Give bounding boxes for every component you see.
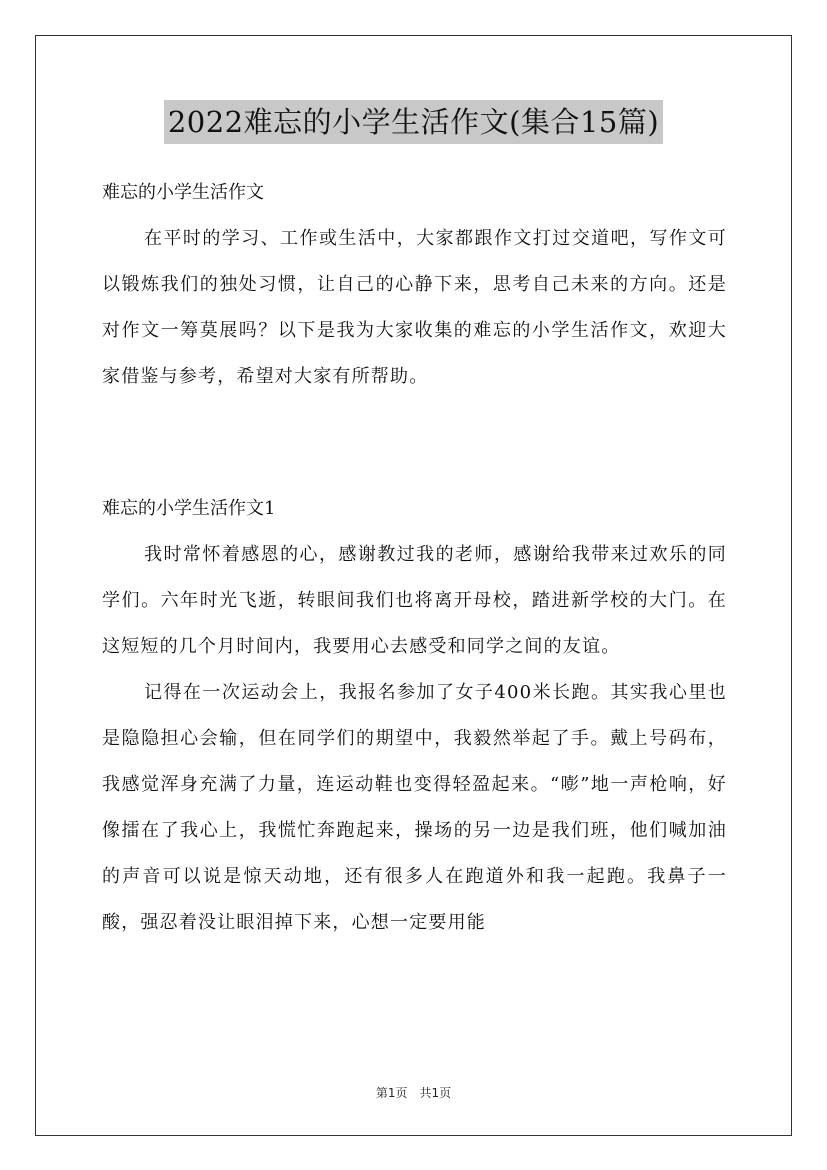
document-body <box>102 170 727 946</box>
intro-paragraph: 在平时的学习、工作或生活中，大家都跟作文打过交道吧，写作文可以锻炼我们的独处习惯，让自己的心静下来，思考自己未来的方向。还是对作文一筹莫展吗？以下是我为大家收集的难忘的小学生活作文，欢迎大家借鉴与参考，希望对大家有所帮助。 <box>102 228 727 387</box>
essay1-heading: 难忘的小学生活作文1 <box>102 498 276 519</box>
intro-heading: 难忘的小学生活作文 <box>102 182 264 203</box>
essay1-paragraph-2: 记得在一次运动会上，我报名参加了女子400米长跑。其实我心里也是隐隐担心会输，但在同学们的期望中，我毅然举起了手。戴上号码布，我感觉浑身充满了力量，连运动鞋也变得轻盈起来。“嘭”地一声枪响，好像擂在了我心上，我慌忙奔跑起来，操场的另一边是我们班，他们喊加油的声音可以说是惊天动地，还有很多人在跑道外和我一起跑。我鼻子一酸，强忍着没让眼泪掉下来，心想一定要用能 <box>102 682 727 933</box>
document-title: 2022难忘的小学生活作文(集合15篇) <box>164 100 663 144</box>
title-container <box>0 100 827 144</box>
essay1-paragraph-1: 我时常怀着感恩的心，感谢教过我的老师，感谢给我带来过欢乐的同学们。六年时光飞逝，转眼间我们也将离开母校，踏进新学校的大门。在这短短的几个月时间内，我要用心去感受和同学之间的友谊。 <box>102 544 727 657</box>
page-footer: 第1页 共1页 <box>375 1086 452 1100</box>
section-gap <box>102 400 727 486</box>
